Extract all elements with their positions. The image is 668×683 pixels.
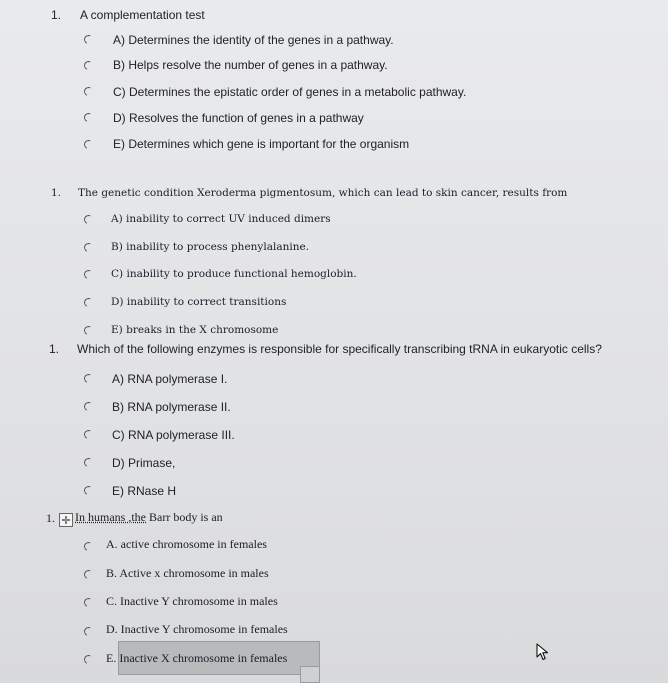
- radio-option-c[interactable]: [83, 429, 95, 441]
- radio-option-d[interactable]: [83, 626, 95, 638]
- question-prompt: [75, 510, 223, 525]
- radio-option-c[interactable]: [83, 86, 95, 98]
- radio-option-d[interactable]: [83, 297, 95, 309]
- option-label: B) RNA polymerase II.: [112, 400, 231, 414]
- radio-option-b[interactable]: [83, 242, 95, 254]
- radio-option-e[interactable]: [83, 654, 95, 666]
- question-prompt-part-b: Barr body is an: [146, 510, 223, 524]
- question-number: 1.: [46, 511, 55, 525]
- option-label: E) Determines which gene is important for the organism: [113, 137, 410, 151]
- option-label: D) Resolves the function of genes in a pathway: [113, 111, 364, 125]
- move-icon[interactable]: ✛: [59, 513, 73, 527]
- radio-option-a[interactable]: [83, 541, 95, 553]
- option-label: C) Determines the epistatic order of genes in a metabolic pathway.: [113, 85, 467, 99]
- radio-option-e[interactable]: [83, 139, 95, 151]
- option-label: A) Determines the identity of the genes in a pathway.: [113, 33, 394, 47]
- option-label: D. Inactive Y chromosome in females: [106, 622, 288, 636]
- option-label: E) breaks in the X chromosome: [111, 324, 279, 336]
- option-label: D) inability to correct transitions: [111, 296, 287, 308]
- question-number: 1.: [49, 342, 60, 356]
- option-label: E) RNase H: [112, 484, 177, 498]
- resize-handle[interactable]: [300, 666, 320, 683]
- radio-option-b[interactable]: [83, 569, 95, 581]
- question-prompt: [80, 8, 205, 22]
- radio-option-c[interactable]: [83, 597, 95, 609]
- radio-option-b[interactable]: [83, 401, 95, 413]
- radio-option-a[interactable]: [83, 214, 95, 226]
- question-prompt-part-a: In humans ,the: [75, 510, 146, 524]
- radio-option-e[interactable]: [83, 485, 95, 497]
- option-label: D) Primase,: [112, 456, 176, 470]
- question-prompt: Which of the following enzymes is responsible for specifically transcribing tRNA in eukaryotic cells?: [77, 342, 602, 356]
- option-label: A) inability to correct UV induced dimers: [111, 213, 331, 225]
- radio-option-c[interactable]: [83, 269, 95, 281]
- option-label: C) RNA polymerase III.: [112, 428, 235, 442]
- radio-option-d[interactable]: [83, 457, 95, 469]
- question-number: 1.: [51, 187, 62, 199]
- option-label: A. active chromosome in females: [106, 537, 267, 551]
- option-label: B) inability to process phenylalanine.: [111, 241, 310, 253]
- option-label: A) RNA polymerase I.: [112, 372, 228, 386]
- option-label: B) Helps resolve the number of genes in a pathway.: [113, 58, 388, 72]
- radio-option-e[interactable]: [83, 325, 95, 337]
- question-number: 1.: [51, 8, 62, 22]
- option-label: B. Active x chromosome in males: [106, 566, 269, 580]
- radio-option-a[interactable]: [83, 373, 95, 385]
- option-label: C) inability to produce functional hemoglobin.: [111, 268, 357, 280]
- question-prompt: The genetic condition Xeroderma pigmentosum, which can lead to skin cancer, results from: [78, 187, 568, 199]
- option-label: C. Inactive Y chromosome in males: [106, 594, 278, 608]
- radio-option-a[interactable]: [83, 34, 95, 46]
- question-prompt-text: A complementation test: [80, 8, 205, 22]
- mouse-pointer-icon: [536, 643, 550, 661]
- radio-option-b[interactable]: [83, 60, 95, 72]
- option-label: E. Inactive X chromosome in females: [106, 651, 288, 665]
- radio-option-d[interactable]: [83, 112, 95, 124]
